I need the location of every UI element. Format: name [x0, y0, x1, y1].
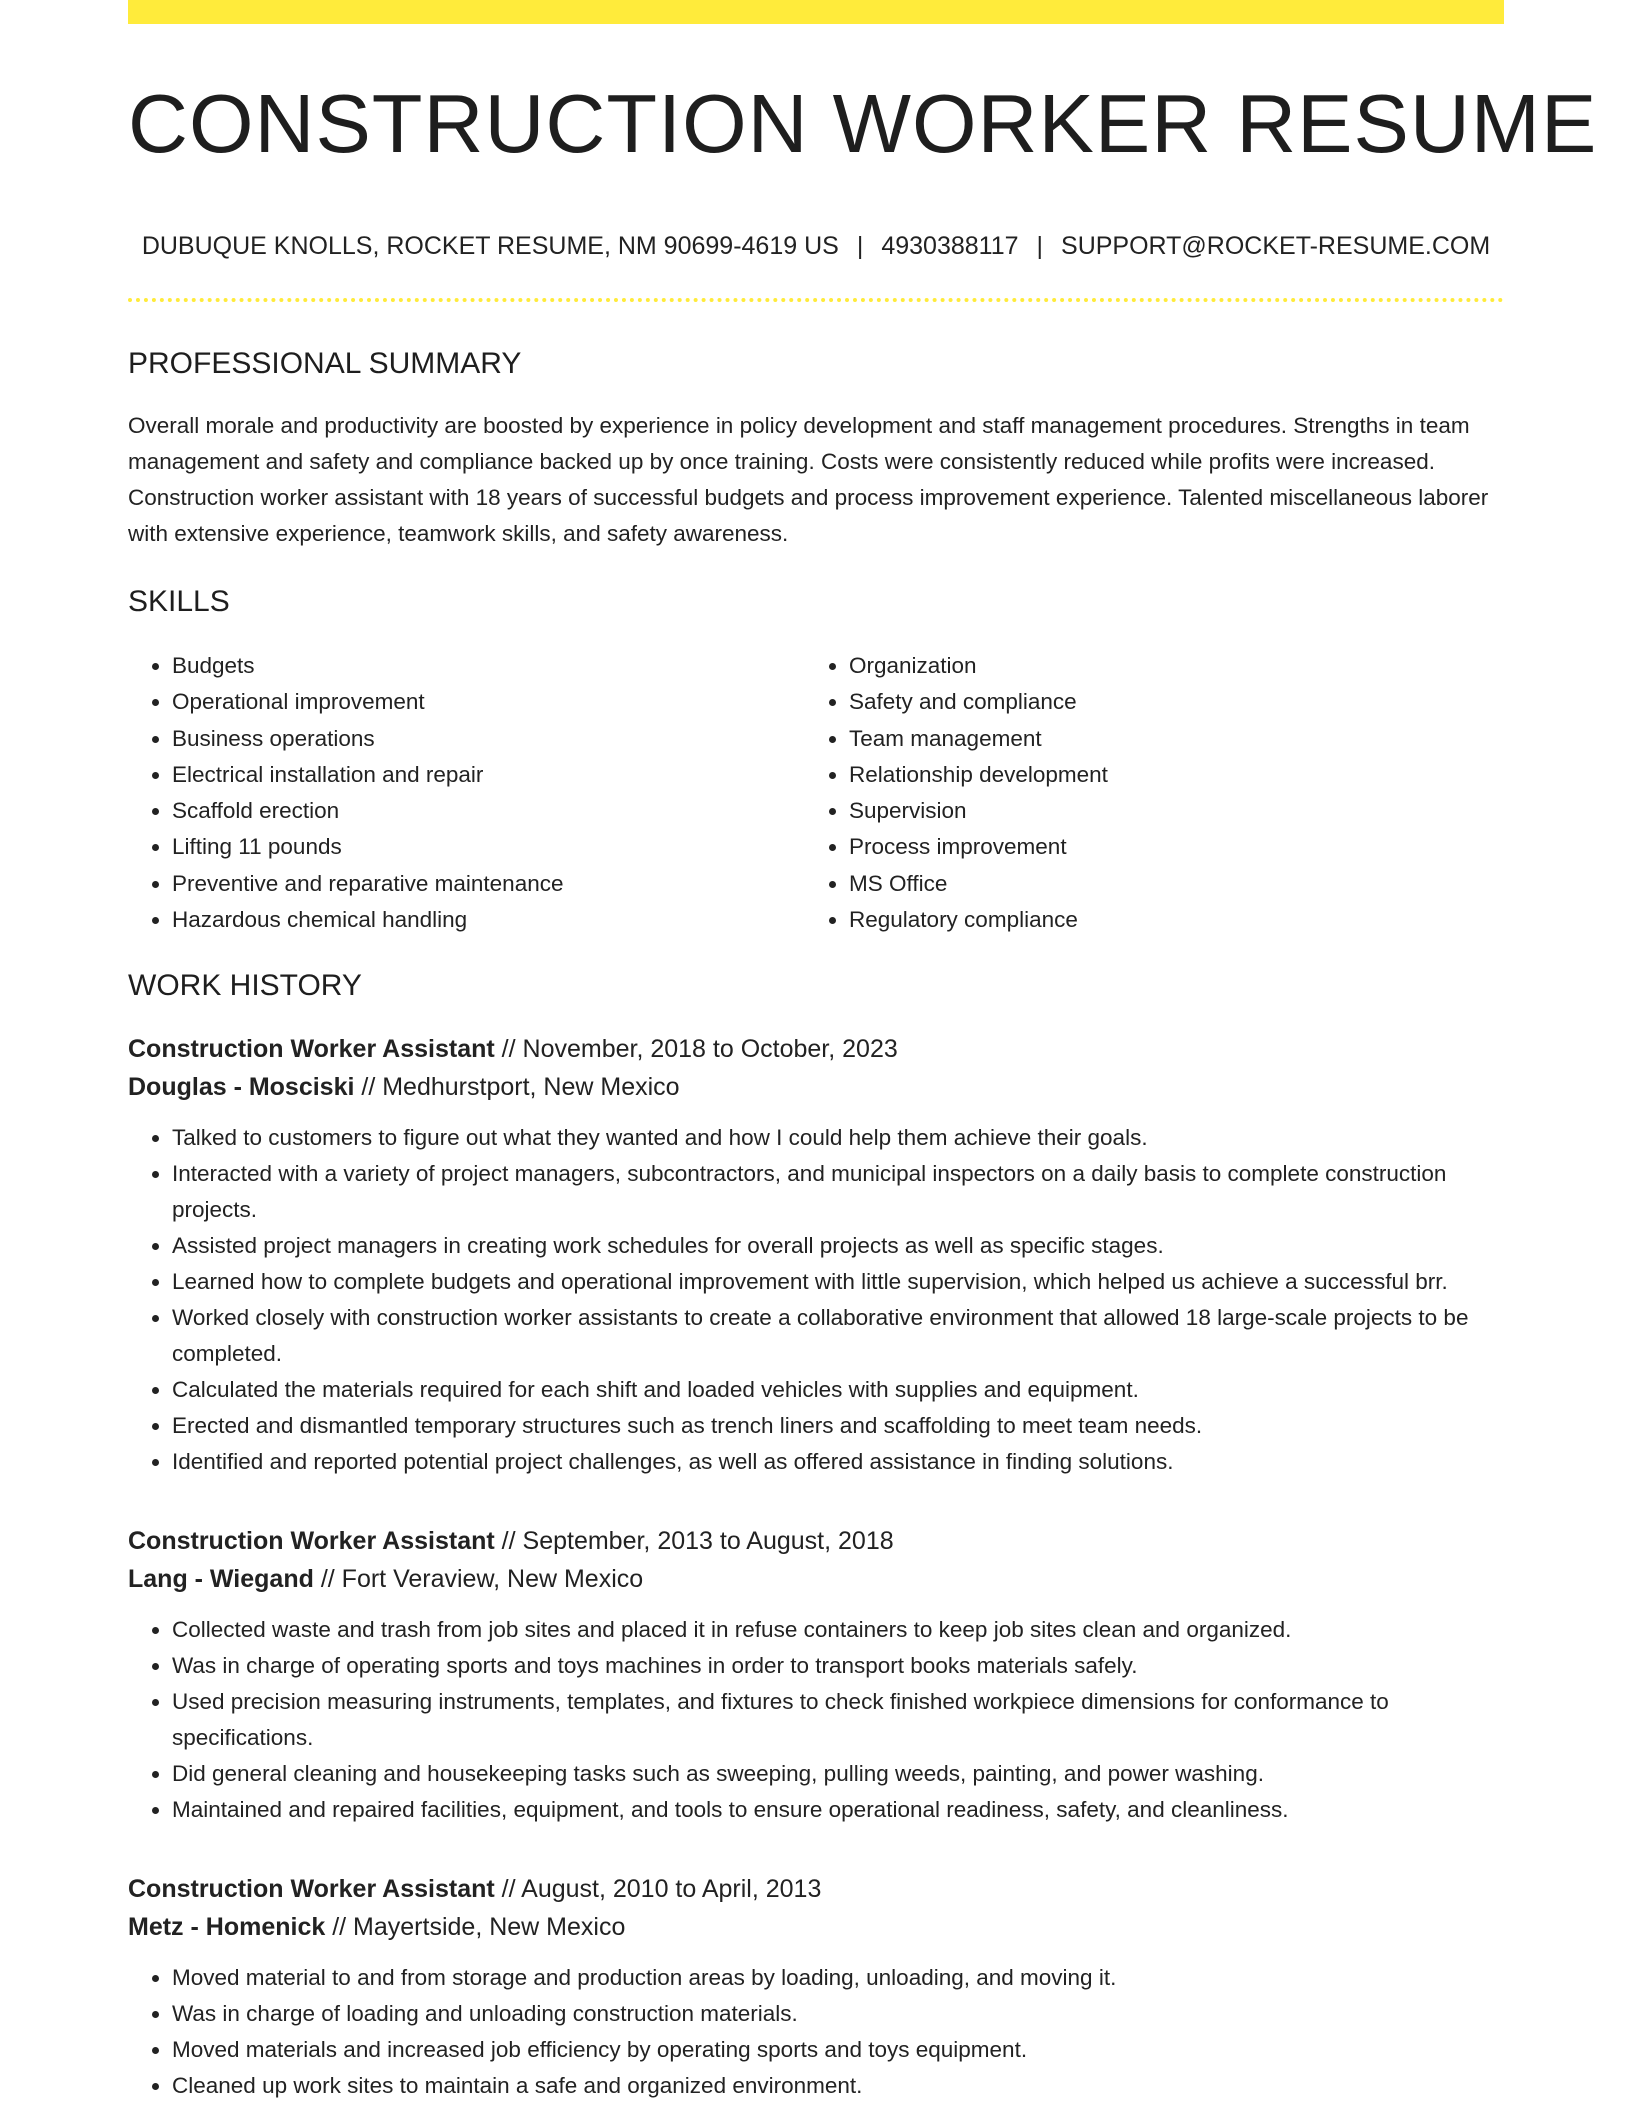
job-bullet: • Moved material to and from storage and production areas by loading, unloading, and moving it.: [172, 1960, 1504, 1996]
skill-item: • Supervision: [849, 793, 1482, 829]
job-bullet: • Interacted with a variety of project managers, subcontractors, and municipal inspectors on a daily basis to complete construction projects.: [172, 1156, 1504, 1228]
skill-item: • Operational improvement: [172, 684, 805, 720]
job-location: // Fort Veraview, New Mexico: [313, 1565, 644, 1594]
dotted-divider: [128, 298, 1504, 302]
skills-list: [128, 648, 1504, 938]
skill-item: • Business operations: [172, 721, 805, 757]
job-entry: [128, 1522, 1504, 1828]
skill-item: • MS Office: [849, 866, 1482, 902]
job-bullet: • Maintained and repaired facilities, equipment, and tools to ensure operational readiness, safety, and cleanliness.: [172, 1792, 1504, 1828]
job-dates: // August, 2010 to April, 2013: [494, 1875, 822, 1904]
job-company-line: [128, 1908, 1504, 1946]
skill-item: • Safety and compliance: [849, 684, 1482, 720]
job-entry: [128, 1030, 1504, 1480]
skills-heading: SKILLS: [128, 585, 230, 618]
job-bullet: • Calculated the materials required for each shift and loaded vehicles with supplies and equipment.: [172, 1372, 1504, 1408]
job-bullet: • Cleaned up work sites to maintain a safe and organized environment.: [172, 2068, 1504, 2104]
skill-item: • Regulatory compliance: [849, 902, 1482, 938]
job-location: // Mayertside, New Mexico: [325, 1913, 626, 1942]
job-title-line: [128, 1030, 1504, 1068]
job-company-line: [128, 1560, 1504, 1598]
job-bullet: • Identified and reported potential project challenges, as well as offered assistance in finding solutions.: [172, 1444, 1504, 1480]
skill-item: • Budgets: [172, 648, 805, 684]
skill-item: • Team management: [849, 721, 1482, 757]
skill-item: • Scaffold erection: [172, 793, 805, 829]
summary-heading: PROFESSIONAL SUMMARY: [128, 347, 522, 380]
skill-item: • Lifting 11 pounds: [172, 829, 805, 865]
job-bullet: • Was in charge of operating sports and toys machines in order to transport books materials safely.: [172, 1648, 1504, 1684]
skill-item: • Electrical installation and repair: [172, 757, 805, 793]
contact-email: SUPPORT@ROCKET-RESUME.COM: [1061, 232, 1491, 260]
skill-item: • Hazardous chemical handling: [172, 902, 805, 938]
job-bullets: [128, 1960, 1504, 2104]
contact-line: [128, 231, 1504, 261]
job-title-line: [128, 1870, 1504, 1908]
resume-page: [128, 0, 1598, 2104]
job-entry: [128, 1870, 1504, 2104]
job-bullet: • Assisted project managers in creating work schedules for overall projects as well as specific stages.: [172, 1228, 1504, 1264]
contact-separator: |: [856, 232, 864, 260]
job-bullet: • Learned how to complete budgets and operational improvement with little supervision, which helped us achieve a successful brr.: [172, 1264, 1504, 1300]
job-company: Lang - Wiegand: [128, 1565, 314, 1594]
top-accent-bar: [128, 0, 1504, 24]
job-location: // Medhurstport, New Mexico: [354, 1073, 680, 1102]
job-bullet: • Was in charge of loading and unloading construction materials.: [172, 1996, 1504, 2032]
job-bullet: • Worked closely with construction worker assistants to create a collaborative environment that allowed 18 large-scale projects to be completed.: [172, 1300, 1504, 1372]
skills-column-right: [805, 648, 1482, 938]
job-bullet: • Did general cleaning and housekeeping tasks such as sweeping, pulling weeds, painting, and power washing.: [172, 1756, 1504, 1792]
job-dates: // September, 2013 to August, 2018: [494, 1527, 894, 1556]
skill-item: • Process improvement: [849, 829, 1482, 865]
contact-address: DUBUQUE KNOLLS, ROCKET RESUME, NM 90699-4619 US: [141, 232, 839, 260]
job-bullets: [128, 1120, 1504, 1480]
job-bullet: • Moved materials and increased job efficiency by operating sports and toys equipment.: [172, 2032, 1504, 2068]
contact-phone: 4930388117: [881, 232, 1019, 260]
job-title-line: [128, 1522, 1504, 1560]
summary-text: Overall morale and productivity are boosted by experience in policy development and staff management procedures. Strengths in team management and safety and compliance backed up by once training. Costs were consistently reduced while profits were increased. Construction worker assistant with 18 years of successful budgets and process improvement experience. Talented miscellaneous laborer with extensive experience, teamwork skills, and safety awareness.: [128, 413, 1489, 546]
contact-separator: |: [1036, 232, 1044, 260]
job-company: Metz - Homenick: [128, 1913, 326, 1942]
work-history-heading: WORK HISTORY: [128, 969, 362, 1003]
job-bullet: • Talked to customers to figure out what they wanted and how I could help them achieve their goals.: [172, 1120, 1504, 1156]
job-title: Construction Worker Assistant: [128, 1875, 495, 1904]
job-title: Construction Worker Assistant: [128, 1035, 495, 1064]
job-dates: // November, 2018 to October, 2023: [494, 1035, 898, 1064]
job-bullets: [128, 1612, 1504, 1828]
job-bullet: • Erected and dismantled temporary structures such as trench liners and scaffolding to meet team needs.: [172, 1408, 1504, 1444]
job-company-line: [128, 1068, 1504, 1106]
job-bullet: • Used precision measuring instruments, templates, and fixtures to check finished workpiece dimensions for conformance to specifications.: [172, 1684, 1504, 1756]
job-title: Construction Worker Assistant: [128, 1527, 495, 1556]
skill-item: • Organization: [849, 648, 1482, 684]
job-company: Douglas - Mosciski: [128, 1073, 355, 1102]
skill-item: • Relationship development: [849, 757, 1482, 793]
resume-title: CONSTRUCTION WORKER RESUME: [128, 77, 1598, 170]
skill-item: • Preventive and reparative maintenance: [172, 866, 805, 902]
skills-column-left: [128, 648, 805, 938]
job-bullet: • Collected waste and trash from job sites and placed it in refuse containers to keep job sites clean and organized.: [172, 1612, 1504, 1648]
